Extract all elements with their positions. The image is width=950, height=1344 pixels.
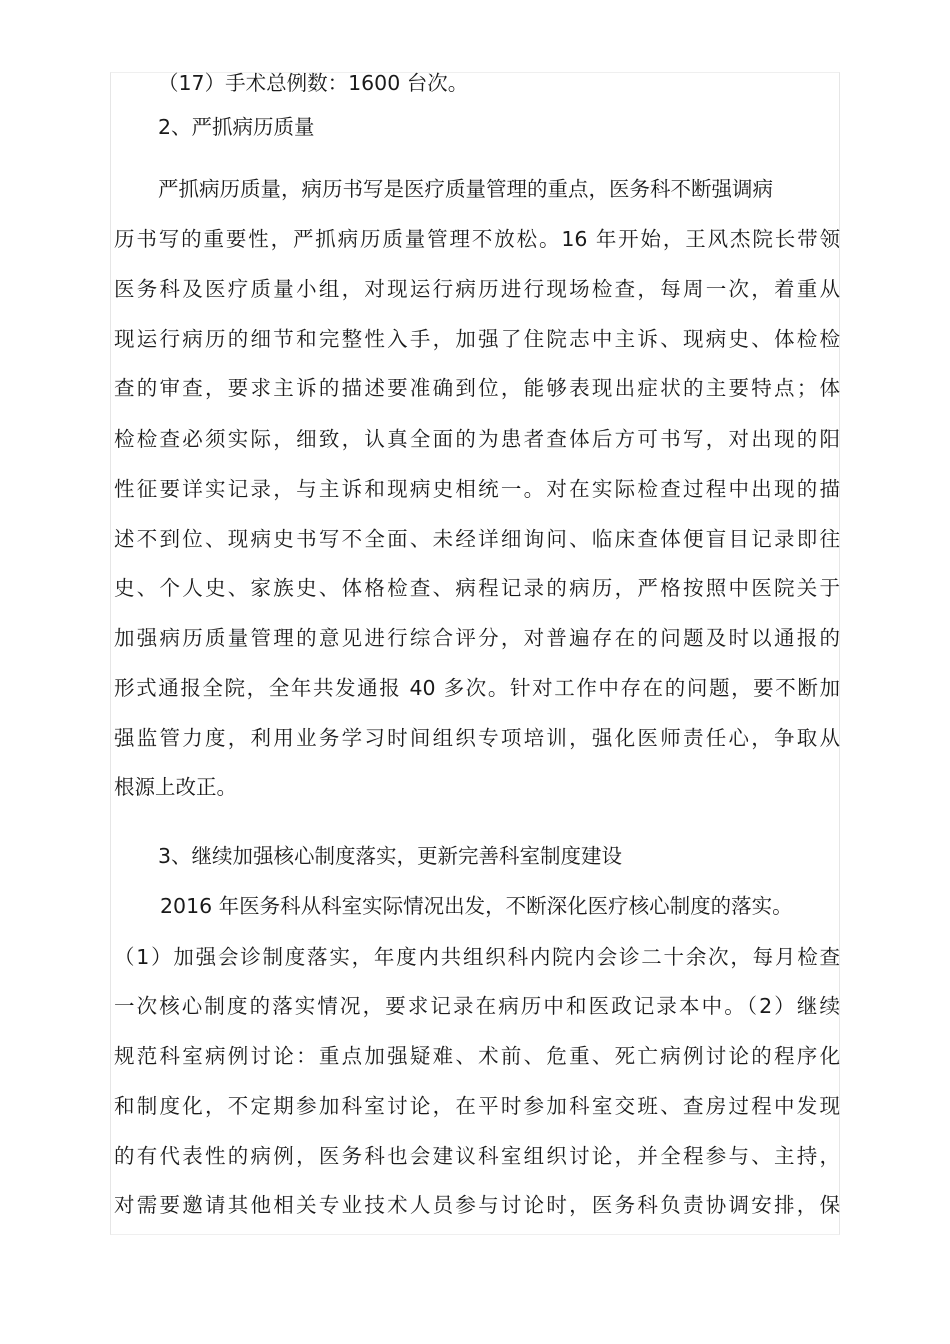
paragraph-line: 检检查必须实际，细致，认真全面的为患者查体后方可书写，对出现的阳 [114,427,840,451]
paragraph-line: 和制度化，不定期参加科室讨论，在平时参加科室交班、查房过程中发现 [114,1094,840,1118]
section-heading-3: 3、继续加强核心制度落实，更新完善科室制度建设 [158,844,623,868]
paragraph-line: 性征要详实记录，与主诉和现病史相统一。对在实际检查过程中出现的描 [114,477,840,501]
paragraph-line: 规范科室病例讨论：重点加强疑难、术前、危重、死亡病例讨论的程序化 [114,1044,840,1068]
paragraph-line: 医务科及医疗质量小组，对现运行病历进行现场检查，每周一次，着重从 [114,277,840,301]
paragraph-line: 史、个人史、家族史、体格检查、病程记录的病历，严格按照中医院关于 [114,576,840,600]
paragraph-line: 强监管力度，利用业务学习时间组织专项培训，强化医师责任心，争取从 [114,726,840,750]
paragraph-line: 形式通报全院，全年共发通报 40 多次。针对工作中存在的问题，要不断加 [114,676,840,700]
list-item-17: （17）手术总例数：1600 台次。 [158,71,469,95]
section-heading-2: 2、严抓病历质量 [158,115,315,139]
paragraph-line: 加强病历质量管理的意见进行综合评分，对普遍存在的问题及时以通报的 [114,626,840,650]
paragraph-line: 根源上改正。 [114,775,237,799]
paragraph-line: 2016 年医务科从科室实际情况出发，不断深化医疗核心制度的落实。 [160,894,793,918]
paragraph-line: 历书写的重要性，严抓病历质量管理不放松。16 年开始，王风杰院长带领 [114,227,840,251]
paragraph-line: 述不到位、现病史书写不全面、未经详细询问、临床查体便盲目记录即往 [114,527,840,551]
paragraph-line: 查的审查，要求主诉的描述要准确到位，能够表现出症状的主要特点；体 [114,376,840,400]
paragraph-line: 对需要邀请其他相关专业技术人员参与讨论时，医务科负责协调安排，保 [114,1193,840,1217]
paragraph-line: （1）加强会诊制度落实，年度内共组织科内院内会诊二十余次，每月检查 [114,945,840,969]
paragraph-line: 的有代表性的病例，医务科也会建议科室组织讨论，并全程参与、主持， [114,1144,840,1168]
paragraph-line: 严抓病历质量，病历书写是医疗质量管理的重点，医务科不断强调病 [158,177,773,201]
paragraph-line: 一次核心制度的落实情况，要求记录在病历中和医政记录本中。（2）继续 [114,994,840,1018]
paragraph-line: 现运行病历的细节和完整性入手，加强了住院志中主诉、现病史、体检检 [114,327,840,351]
